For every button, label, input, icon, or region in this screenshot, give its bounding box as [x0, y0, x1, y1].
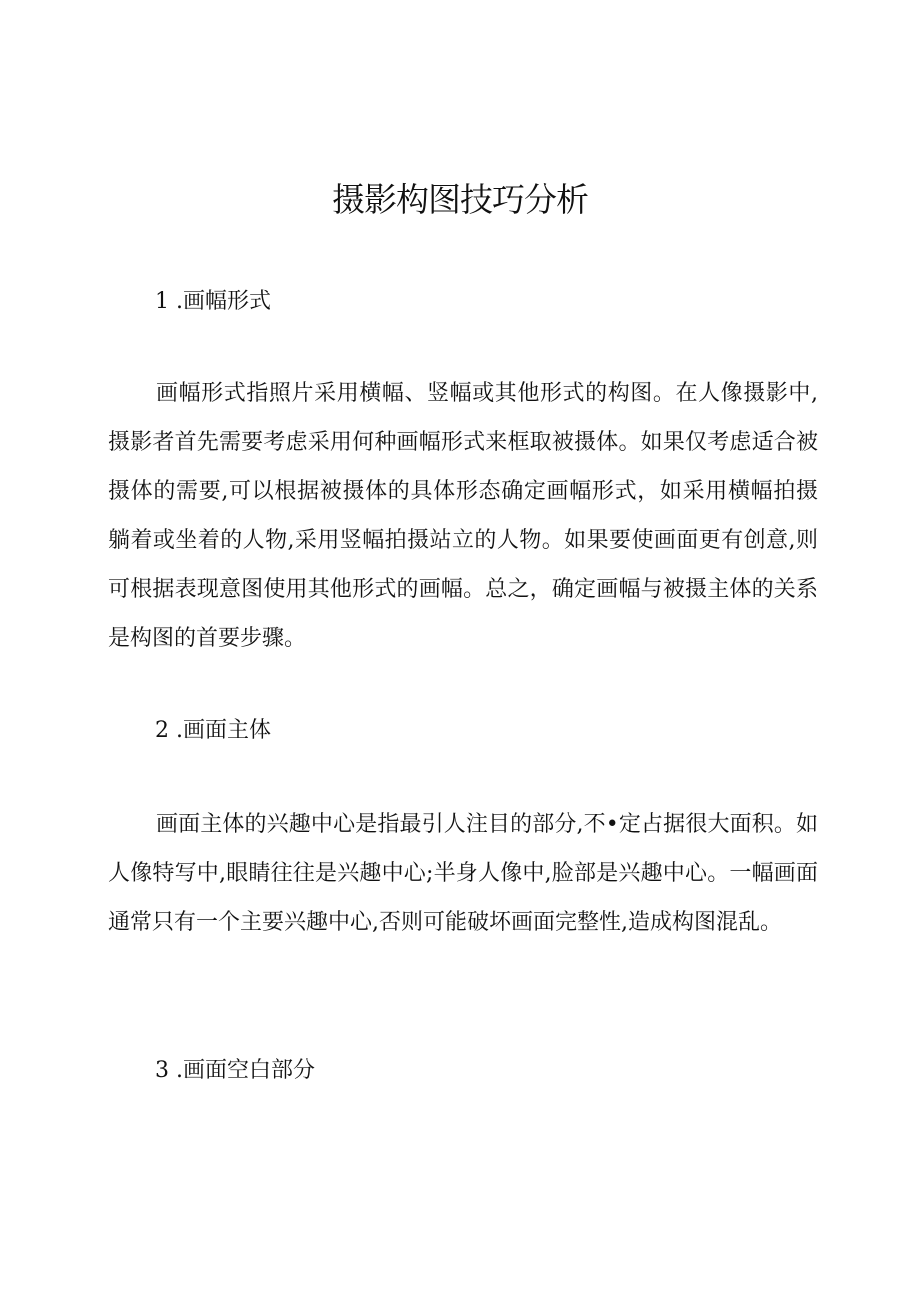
section-paragraph-1: 画幅形式指照片采用横幅、竖幅或其他形式的构图。在人像摄影中,摄影者首先需要考虑采用何种画幅形式来框取被摄体。如果仅考虑适合被摄体的需要,可以根据被摄体的具体形态确定画幅形式，如采用横幅拍摄躺着或坐着的人物,采用竖幅拍摄站立的人物。如果要使画面更有创意,则可根据表现意图使用其他形式的画幅。总之，确定画幅与被摄主体的关系是构图的首要步骤。	[108, 381, 818, 651]
section-paragraph-2: 画面主体的兴趣中心是指最引人注目的部分,不•定占据很大面积。如人像特写中,眼睛往往是兴趣中心;半身人像中,脸部是兴趣中心。一幅画面通常只有一个主要兴趣中心,否则可能破坏画面完整性,造成构图混乱。	[108, 812, 818, 935]
section-heading-3: 3 .画面空白部分	[155, 1058, 315, 1083]
section-heading-1: 1 .画幅形式	[155, 289, 271, 314]
section-heading-2: 2 .画面主体	[155, 718, 271, 743]
page-title: 摄影构图技巧分析	[332, 180, 588, 219]
